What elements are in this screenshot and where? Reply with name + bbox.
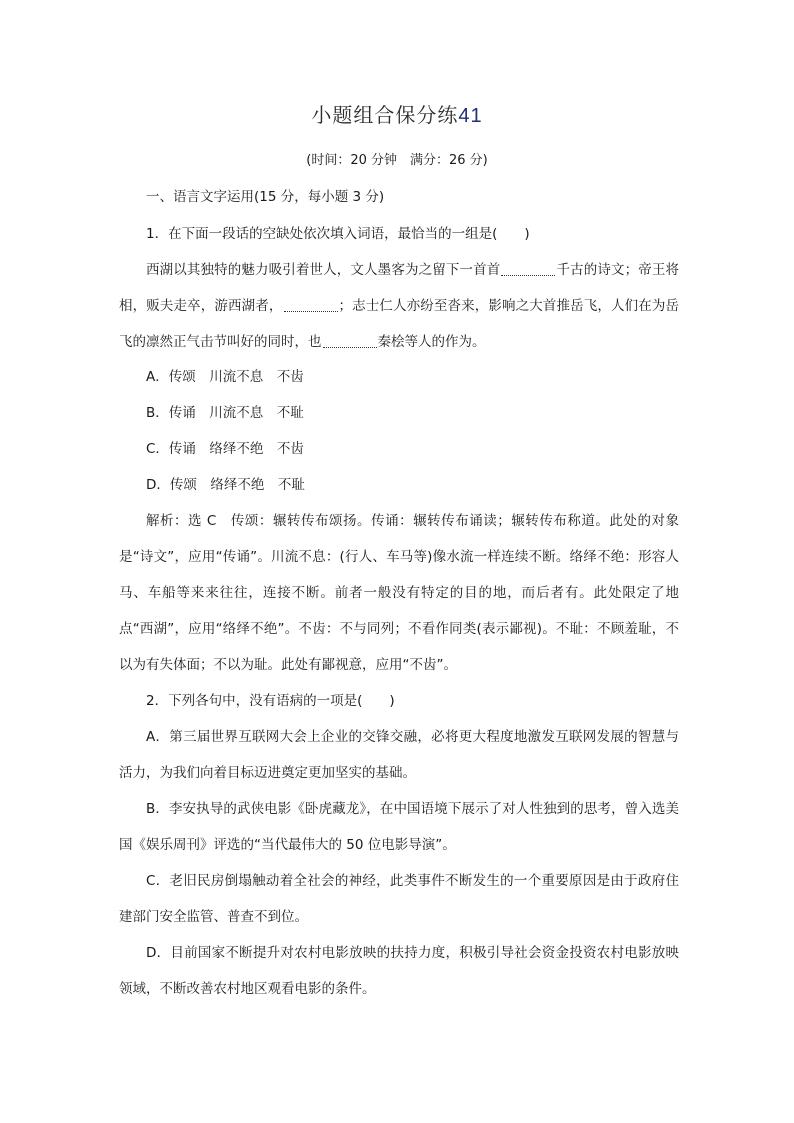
question-1-stem: 1．在下面一段话的空缺处依次填入词语，最恰当的一组是( ) [146, 226, 530, 242]
time-score-info: (时间：20 分钟 满分：26 分) [306, 153, 488, 168]
question-1-option-a: A．传颂 川流不息 不齿 [146, 369, 304, 385]
question-1-option-d: D．传颂 络绎不绝 不耻 [146, 477, 305, 493]
fill-blank-3 [323, 333, 377, 348]
question-1-passage [119, 252, 679, 360]
passage-part-3: ；志士仁人亦纷至沓来，影响之大首推岳飞，人们在为岳飞的凛然正气击节叫好的同时，也 [119, 298, 679, 350]
question-2-option-b: B．李安执导的武侠电影《卧虎藏龙》，在中国语境下展示了对人性独到的思考，曾入选美国《娱乐周刊》评选的“当代最伟大的 50 位电影导演”。 [119, 801, 679, 853]
question-2-option-a: A．第三届世界互联网大会上企业的交锋交融，必将更大程度地激发互联网发展的智慧与活力，为我们向着目标迈进奠定更加坚实的基础。 [119, 729, 679, 781]
fill-blank-1 [501, 261, 555, 276]
question-2-option-d: D．目前国家不断提升对农村电影放映的扶持力度，积极引导社会资金投资农村电影放映领域，不断改善农村地区观看电影的条件。 [119, 945, 679, 997]
passage-part-1: 西湖以其独特的魅力吸引着世人，文人墨客为之留下一首首 [146, 262, 501, 278]
question-1-analysis: 解析：选 C 传颂：辗转传布颂扬。传诵：辗转传布诵读；辗转传布称道。此处的对象是“诗文”，应用“传诵”。川流不息：(行人、车马等)像水流一样连续不断。络绎不绝：形容人马、车船等来来往往，连接不断。前者一般没有特定的目的地，而后者有。此处限定了地点“西湖”，应用“络绎不绝”。不齿：不与同列；不看作同类(表示鄙视)。不耻：不顾羞耻，不以为有失体面；不以为耻。此处有鄙视意，应用“不齿”。 [119, 513, 679, 673]
passage-part-4: 秦桧等人的作为。 [377, 334, 486, 350]
passage-part-2: 千古的诗文；帝王将相，贩夫走卒，游西湖者， [119, 262, 680, 314]
question-2-stem: 2．下列各句中，没有语病的一项是( ) [146, 693, 395, 709]
title-number: 41 [458, 105, 483, 127]
section-heading: 一、语言文字运用(15 分，每小题 3 分) [146, 189, 385, 205]
fill-blank-2 [284, 297, 338, 312]
question-2-option-c: C．老旧民房倒塌触动着全社会的神经，此类事件不断发生的一个重要原因是由于政府住建部门安全监管、普查不到位。 [119, 873, 679, 925]
question-1-option-c: C．传诵 络绎不绝 不齿 [146, 441, 304, 457]
question-1-option-b: B．传诵 川流不息 不耻 [146, 405, 304, 421]
page-title [0, 101, 794, 130]
title-text: 小题组合保分练 [311, 103, 459, 127]
